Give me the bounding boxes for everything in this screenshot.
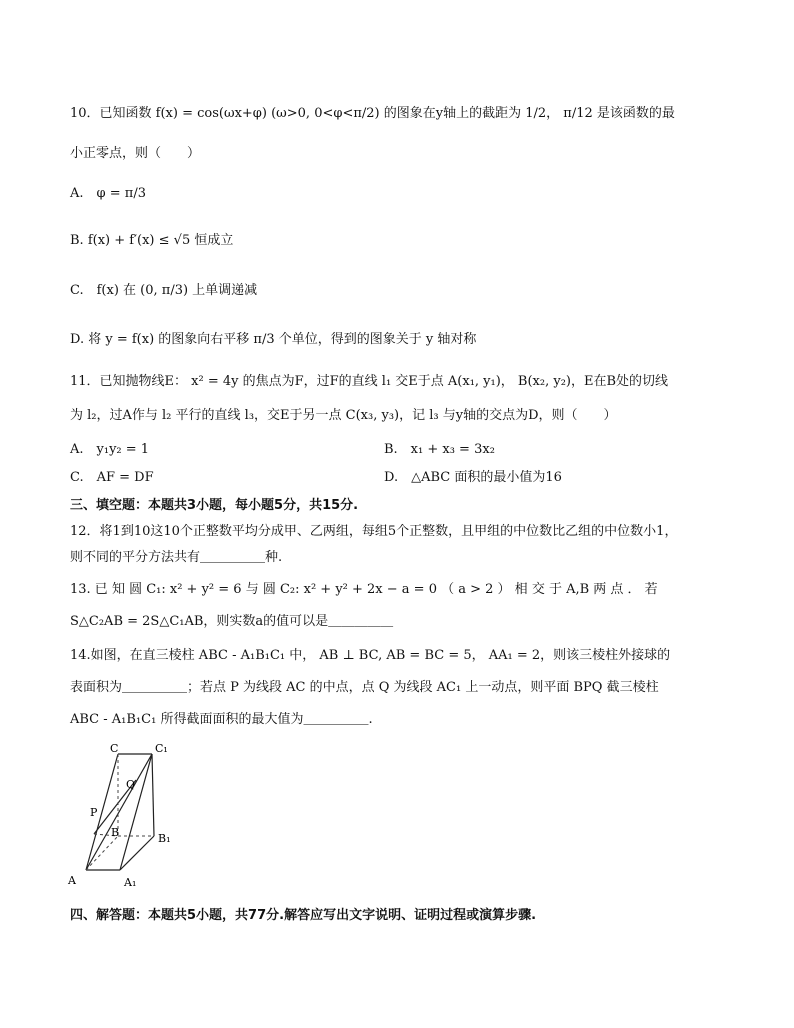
label-a1: A₁ (124, 876, 137, 889)
label-b1: B₁ (158, 832, 171, 845)
section-4-heading: 四、解答题：本题共5小题，共77分.解答应写出文字说明、证明过程或演算步骤. (70, 908, 537, 923)
label-c: C (110, 742, 119, 755)
q10-option-d: D. 将 y = f(x) 的图象向右平移 π/3 个单位，得到的图象关于 y 轴对称 (70, 332, 477, 347)
q12-line1: 12．将1到10这10个正整数平均分成甲、乙两组，每组5个正整数，且甲组的中位数比乙组的中位数小1， (70, 524, 678, 539)
label-c1: C₁ (155, 742, 168, 755)
q10-line1: 10．已知函数 f(x) = cos(ωx+φ) (ω>0, 0<φ<π/2) 的图象在y轴上的截距为 1/2， π/12 是该函数的最 (70, 106, 675, 121)
q13-line1: 13. 已 知 圆 C₁: x² + y² = 6 与 圆 C₂: x² + y² + 2x − a = 0 （ a > 2 ） 相 交 于 A,B 两 点 ． 若 (70, 582, 658, 597)
q10-option-b: B. f(x) + f′(x) ≤ √5 恒成立 (70, 233, 234, 248)
q14-line3: ABC - A₁B₁C₁ 所得截面面积的最大值为＿＿＿＿＿. (70, 712, 373, 727)
q11-line1: 11．已知抛物线E： x² = 4y 的焦点为F，过F的直线 l₁ 交E于点 A(x₁, y₁)， B(x₂, y₂)，E在B处的切线 (70, 374, 669, 389)
q11-option-d: D. △ABC 面积的最小值为16 (384, 470, 562, 485)
q11-option-b: B. x₁ + x₃ = 3x₂ (384, 442, 495, 457)
label-a: A (68, 874, 76, 887)
q11-option-c: C. AF = DF (70, 470, 154, 485)
q14-line1: 14.如图，在直三棱柱 ABC - A₁B₁C₁ 中， AB ⊥ BC, AB = BC = 5， AA₁ = 2，则该三棱柱外接球的 (70, 648, 671, 663)
q14-line2: 表面积为＿＿＿＿＿；若点 P 为线段 AC 的中点，点 Q 为线段 AC₁ 上一动点，则平面 BPQ 截三棱柱 (70, 680, 659, 695)
q11-line2: 为 l₂，过A作与 l₂ 平行的直线 l₃，交E于另一点 C(x₃, y₃)，记 l₃ 与y轴的交点为D，则（ ） (70, 408, 617, 423)
q11-option-a: A. y₁y₂ = 1 (70, 442, 150, 457)
label-q: Q (126, 778, 136, 791)
q13-line2: S△C₂AB = 2S△C₁AB，则实数a的值可以是＿＿＿＿＿ (70, 614, 394, 629)
prism-figure (66, 740, 176, 890)
section-3-heading: 三、填空题：本题共3小题，每小题5分，共15分. (70, 498, 359, 513)
q12-line2: 则不同的平分方法共有＿＿＿＿＿种. (70, 550, 283, 565)
label-b: B (111, 826, 120, 839)
q10-line2: 小正零点，则（ ） (70, 146, 201, 161)
q10-option-c: C. f(x) 在 (0, π/3) 上单调递减 (70, 283, 258, 298)
label-p: P (90, 806, 98, 819)
q10-option-a: A. φ = π/3 (70, 186, 146, 201)
